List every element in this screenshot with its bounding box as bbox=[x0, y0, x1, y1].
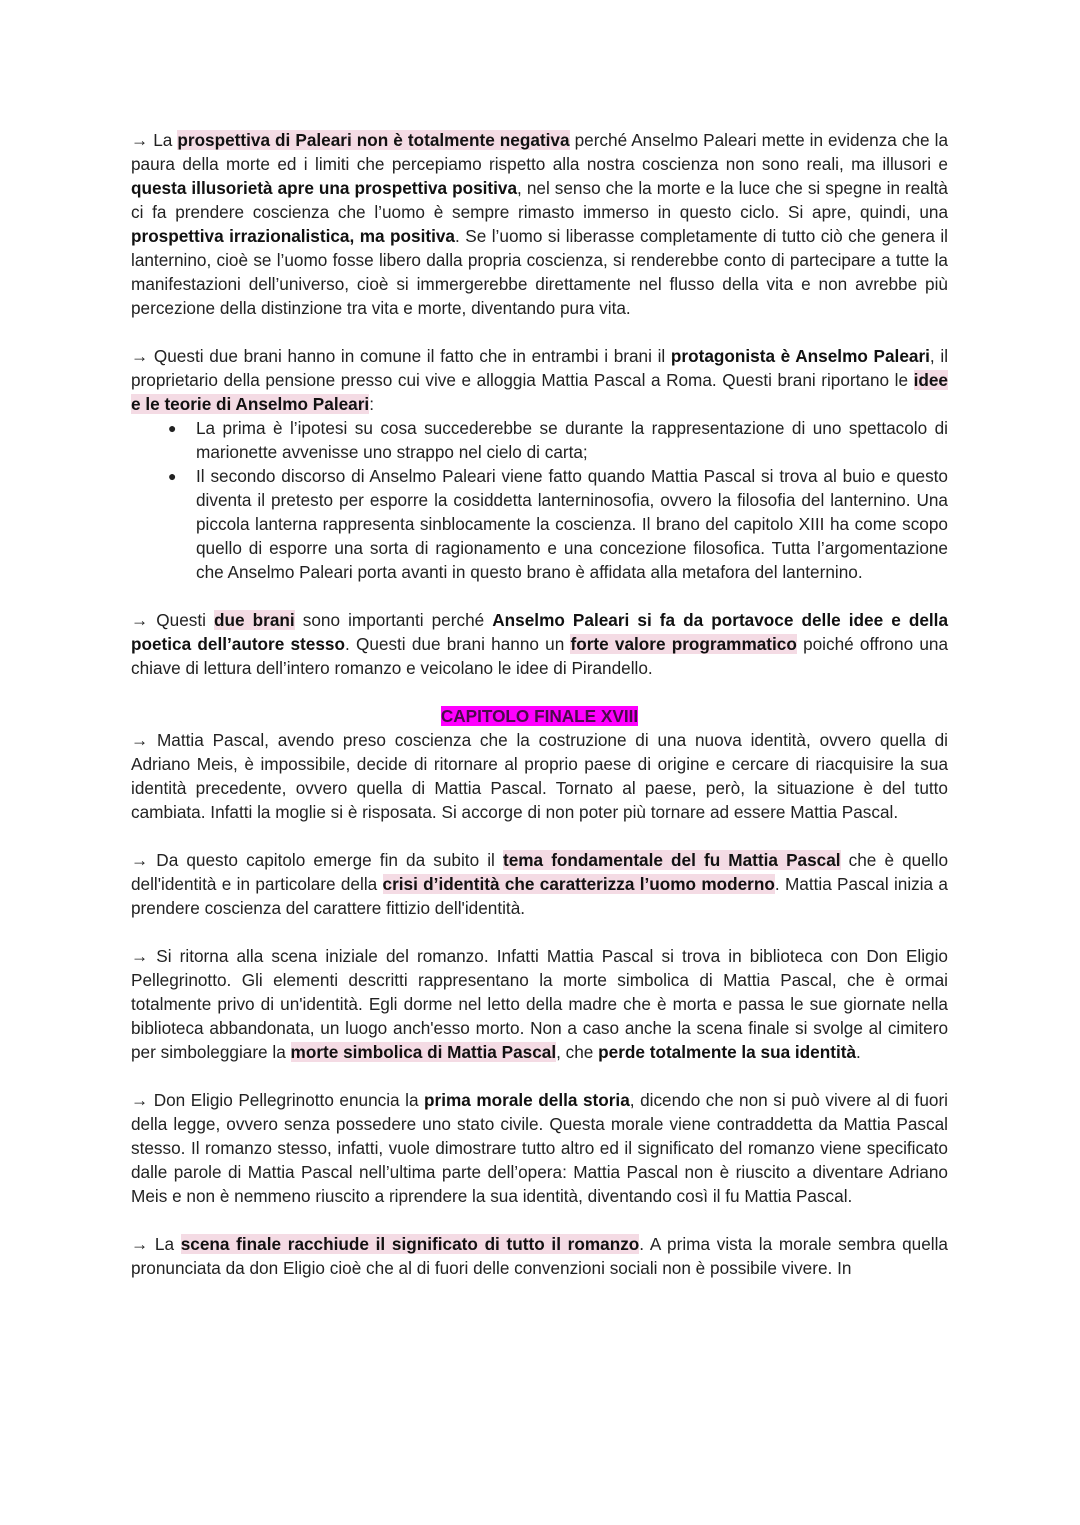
paragraph-final-scene bbox=[131, 1232, 948, 1280]
bold-text: protagonista è Anselmo Paleari bbox=[670, 346, 930, 366]
paragraph-paleari-perspective bbox=[131, 128, 948, 320]
list-item bbox=[131, 464, 948, 584]
paragraph-passages-importance bbox=[131, 608, 948, 680]
text-run: , dicendo che non si può vivere al di fuori della legge, ovvero senza possedere uno stato civile. Questa morale viene contraddetta da Mattia Pascal stesso. Il romanzo stesso, infatti, vuole dimostrare tutto altro ed il significato del romanzo viene specificato dalle parole di Mattia Pascal nell’ultima parte dell’opera: Mattia Pascal non è riuscito a diventare Adriano Meis e non è nemmeno riuscito a riprendere la sua identità, diventando così il fu Mattia Pascal. bbox=[131, 1090, 948, 1206]
text-run: → La bbox=[131, 1234, 181, 1254]
text-run: poiché offrono una chiave di lettura dell’intero romanzo e veicolano le idee di Pirandello. bbox=[131, 634, 949, 678]
paragraph-initial-scene bbox=[131, 944, 948, 1064]
chapter-heading-text: CAPITOLO FINALE XVIII bbox=[440, 706, 639, 726]
paragraph-identity-theme bbox=[131, 848, 948, 920]
text-run: , il proprietario della pensione presso cui vive e alloggia Mattia Pascal a Roma. Questi brani riportano le bbox=[131, 346, 949, 390]
highlighted-text: scena finale racchiude il significato di tutto il romanzo bbox=[180, 1234, 640, 1254]
text-run: → Don Eligio Pellegrinotto enuncia la bbox=[131, 1090, 425, 1110]
bold-text: questa illusorietà apre una prospettiva positiva bbox=[131, 178, 518, 198]
highlighted-text: tema fondamentale del fu Mattia Pascal bbox=[502, 850, 841, 870]
paragraph-two-passages bbox=[131, 344, 948, 416]
list-item bbox=[131, 416, 948, 464]
passages-list bbox=[131, 416, 948, 584]
text-run: → Da questo capitolo emerge fin da subito il bbox=[131, 850, 503, 870]
highlighted-text: prospettiva di Paleari non è totalmente negativa bbox=[177, 130, 570, 150]
text-run: . A prima vista la morale sembra quella pronunciata da don Eligio cioè che al di fuori delle convenzioni sociali non è possibile vivere. In bbox=[131, 1234, 948, 1278]
bold-text: prima morale della storia bbox=[424, 1090, 630, 1110]
text-run: , che bbox=[556, 1042, 599, 1062]
text-run: . Se l’uomo si liberasse completamente di tutto ciò che genera il lanternino, cioè se l’uomo fosse libero dalla propria coscienza, si renderebbe conto di partecipare a tutte la manifestazioni dell’universo, cioè si immergerebbe direttamente nel flusso della vita e non avrebbe più percezione della distinzione tra vita e morte, diventando pura vita. bbox=[131, 226, 948, 318]
bullet-icon: ● bbox=[168, 420, 177, 436]
paragraph-return-home bbox=[131, 728, 948, 824]
highlighted-text: crisi d’identità che caratterizza l’uomo moderno bbox=[382, 874, 775, 894]
text-run: → Si ritorna alla scena iniziale del romanzo. Infatti Mattia Pascal si trova in biblioteca con Don Eligio Pellegrinotto. Gli elementi descritti rappresentano la morte simbolica di Mattia Pascal, che è ormai totalmente privo di un'identità. Egli dorme nel letto della madre che è morta e passa le sue giornate nella biblioteca abbandonata, un luogo anch'esso morto. Non a caso anche la scena finale si svolge al cimitero per simboleggiare la bbox=[131, 946, 948, 1062]
highlighted-text: forte valore programmatico bbox=[570, 634, 797, 654]
highlighted-text: due brani bbox=[214, 610, 295, 630]
bullet-icon: ● bbox=[168, 468, 177, 484]
text-run: . bbox=[856, 1042, 861, 1062]
text-run: → Questi bbox=[131, 610, 215, 630]
text-run: → Mattia Pascal, avendo preso coscienza che la costruzione di una nuova identità, ovvero quella di Adriano Meis, è impossibile, decide di ritornare al proprio paese di origine e cercare di riacquisire la sua identità precedente, ovvero quella di Mattia Pascal. Tornato al paese, però, la situazione è del tutto cambiata. Infatti la moglie si è risposata. Si accorge di non poter più tornare ad essere Mattia Pascal. bbox=[131, 730, 948, 822]
highlighted-text: idee e le teorie di Anselmo Paleari bbox=[131, 370, 948, 414]
text-run: → Questi due brani hanno in comune il fatto che in entrambi i brani il bbox=[131, 346, 671, 366]
list-item-text: La prima è l’ipotesi su cosa succederebbe se durante la rappresentazione di uno spettacolo di marionette avvenisse uno strappo nel cielo di carta; bbox=[196, 418, 948, 462]
text-run: sono importanti perché bbox=[294, 610, 493, 630]
paragraph-first-moral bbox=[131, 1088, 948, 1208]
text-run: . Mattia Pascal inizia a prendere coscienza del carattere fittizio dell'identità. bbox=[131, 874, 948, 918]
text-run: . Questi due brani hanno un bbox=[344, 634, 571, 654]
text-run: : bbox=[369, 394, 374, 414]
bold-text: perde totalmente la sua identità bbox=[598, 1042, 857, 1062]
bold-text: prospettiva irrazionalistica, ma positiva bbox=[131, 226, 455, 246]
highlighted-text: morte simbolica di Mattia Pascal bbox=[290, 1042, 557, 1062]
document-page bbox=[131, 128, 948, 1280]
chapter-heading bbox=[131, 704, 948, 728]
list-item-text: Il secondo discorso di Anselmo Paleari viene fatto quando Mattia Pascal si trova al buio e questo diventa il pretesto per esporre la cosiddetta lanterninosofia, ovvero la filosofia del lanternino. Una piccola lanterna rappresenta sinblocamente la coscienza. Il brano del capitolo XIII ha come scopo quello di esporre una sorta di ragionamento e una concezione filosofica. Tutta l’argomentazione che Anselmo Paleari porta avanti in questo brano è affidata alla metafora del lanternino. bbox=[196, 466, 948, 582]
text-run: , nel senso che la morte e la luce che si spegne in realtà ci fa prendere coscienza che l’uomo è sempre rimasto immerso in questo ciclo. Si apre, quindi, una bbox=[131, 178, 948, 222]
text-run: → La bbox=[131, 130, 178, 150]
bold-text: Anselmo Paleari si fa da portavoce delle idee e della poetica dell’autore stesso bbox=[131, 610, 949, 654]
text-run: che è quello dell'identità e in particolare della bbox=[131, 850, 948, 894]
text-run: perché Anselmo Paleari mette in evidenza che la paura della morte ed i limiti che percepiamo rispetto alla nostra coscienza non sono reali, ma illusori e bbox=[131, 130, 949, 174]
